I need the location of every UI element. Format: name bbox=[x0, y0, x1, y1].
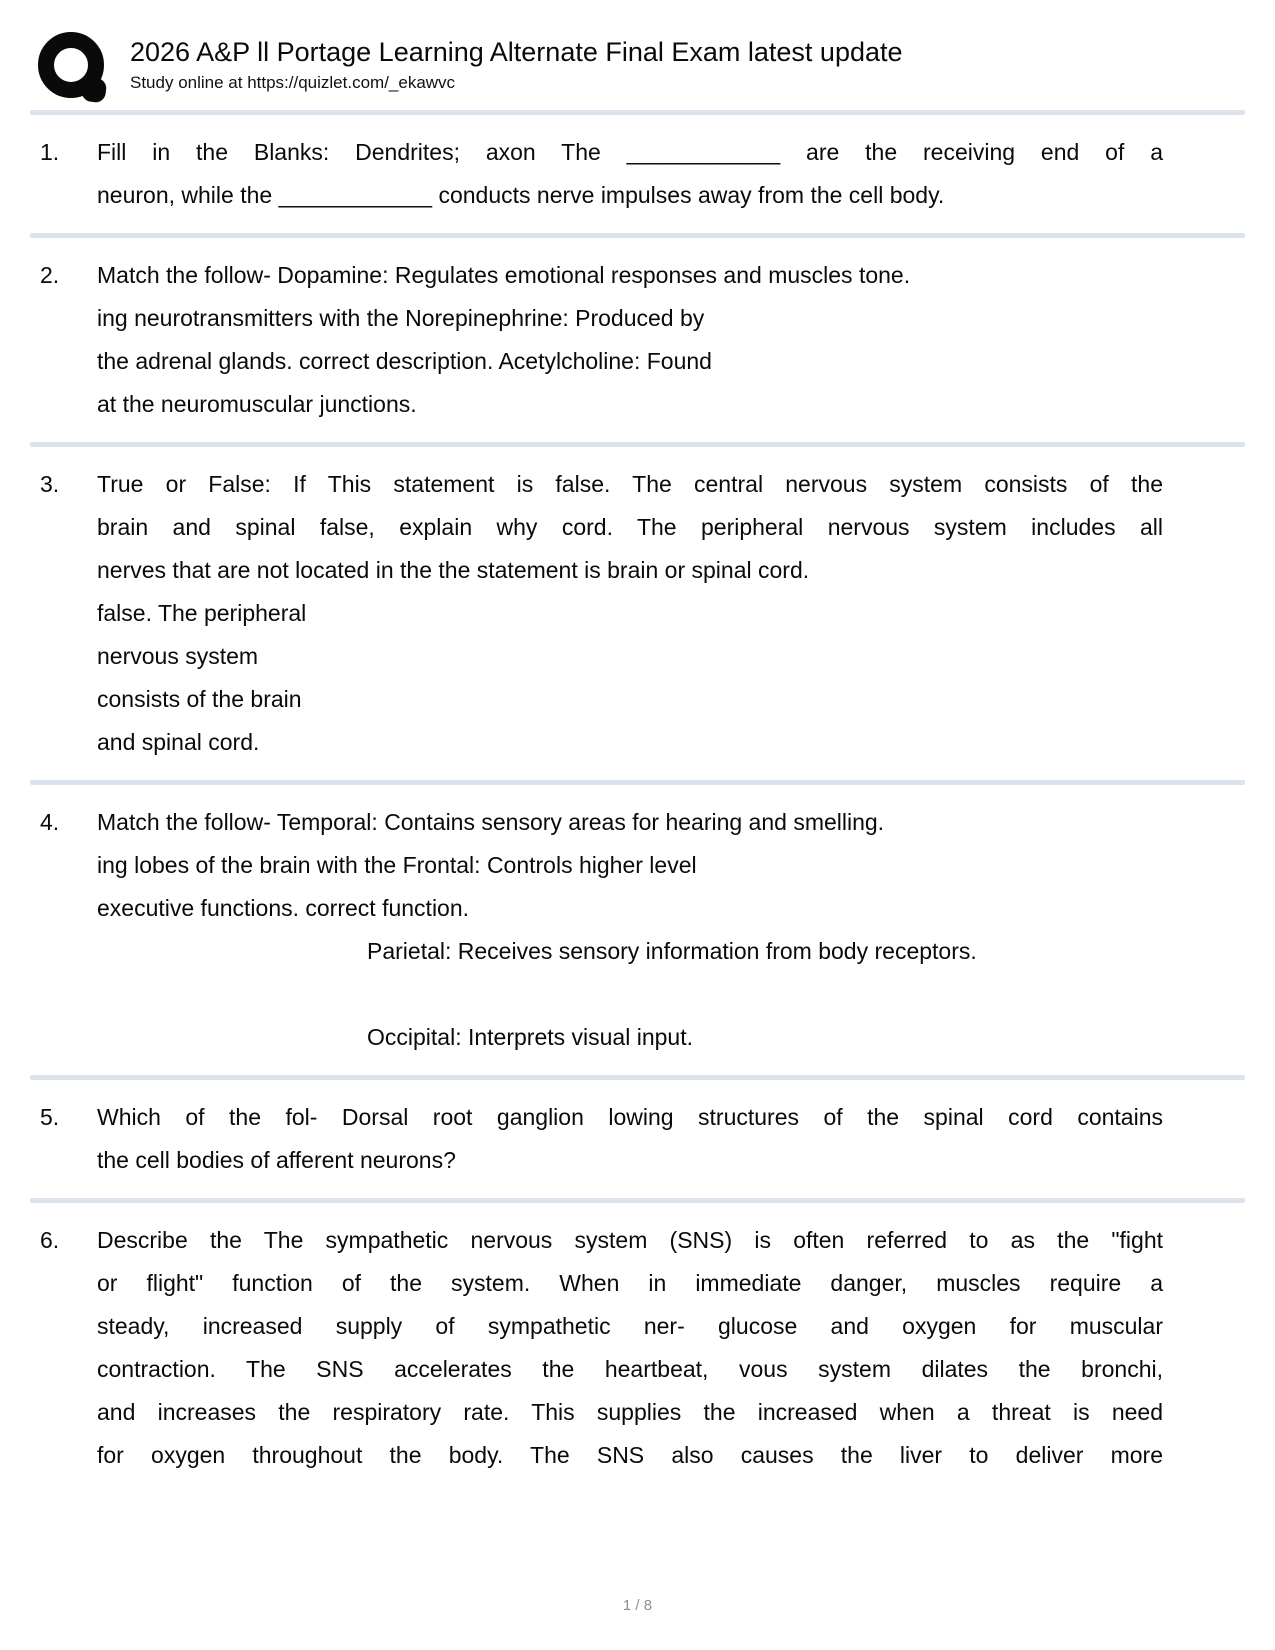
question-line: and increases the respiratory rate. This supplies the increased when a threat is need bbox=[97, 1399, 1163, 1425]
question-line: steady, increased supply of sympathetic ner- glucose and oxygen for muscular bbox=[97, 1313, 1163, 1339]
page-subtitle: Study online at https://quizlet.com/_ekawvc bbox=[130, 73, 456, 92]
question-body bbox=[97, 463, 1163, 764]
question-line: contraction. The SNS accelerates the heartbeat, vous system dilates the bronchi, bbox=[97, 1356, 1163, 1382]
question-line: Match the follow- Temporal: Contains sensory areas for hearing and smelling. bbox=[97, 809, 885, 835]
page-title: 2026 A&P ll Portage Learning Alternate Final Exam latest update bbox=[130, 37, 903, 67]
page-footer bbox=[0, 1577, 1275, 1650]
question-line: Describe the The sympathetic nervous system (SNS) is often referred to as the "fight bbox=[97, 1227, 1163, 1253]
question-line: executive functions. correct function. bbox=[97, 895, 470, 921]
question-body bbox=[97, 254, 1163, 426]
question-line: brain and spinal false, explain why cord. The peripheral nervous system includes all bbox=[97, 514, 1163, 540]
question-line bbox=[97, 973, 1163, 1016]
question-number: 5. bbox=[40, 1104, 60, 1130]
question-body bbox=[97, 1219, 1163, 1477]
question-line: the adrenal glands. correct description. Acetylcholine: Found bbox=[97, 348, 712, 374]
header-text bbox=[130, 32, 903, 96]
questions-list bbox=[0, 110, 1275, 1493]
question-row bbox=[0, 785, 1275, 1075]
question-body bbox=[97, 1096, 1163, 1182]
question-line: Fill in the Blanks: Dendrites; axon The ____________ are the receiving end of a bbox=[97, 139, 1163, 165]
question-line: True or False: If This statement is false. The central nervous system consists of the bbox=[97, 471, 1163, 497]
quizlet-logo-tail bbox=[80, 76, 107, 103]
question-row bbox=[0, 115, 1275, 233]
question-line: ing lobes of the brain with the Frontal: Controls higher level bbox=[97, 852, 697, 878]
question-row bbox=[0, 1080, 1275, 1198]
question-number: 1. bbox=[40, 139, 60, 165]
question-line: for oxygen throughout the body. The SNS also causes the liver to deliver more bbox=[97, 1442, 1163, 1468]
question-line: Which of the fol- Dorsal root ganglion lowing structures of the spinal cord contains bbox=[97, 1104, 1163, 1130]
page-number: 1 / 8 bbox=[622, 1597, 653, 1614]
question-row bbox=[0, 238, 1275, 442]
question-number: 3. bbox=[40, 471, 60, 497]
question-line: nerves that are not located in the the statement is brain or spinal cord. bbox=[97, 557, 810, 583]
question-number: 2. bbox=[40, 262, 60, 288]
question-line: Parietal: Receives sensory information from body receptors. bbox=[367, 938, 977, 964]
quizlet-logo-icon bbox=[38, 32, 104, 98]
question-line: Match the follow- Dopamine: Regulates emotional responses and muscles tone. bbox=[97, 262, 911, 288]
question-line: neuron, while the ____________ conducts nerve impulses away from the cell body. bbox=[97, 182, 945, 208]
question-line: and spinal cord. bbox=[97, 729, 260, 755]
question-body bbox=[97, 131, 1163, 217]
question-line: or flight" function of the system. When in immediate danger, muscles require a bbox=[97, 1270, 1163, 1296]
question-line: ing neurotransmitters with the Norepinephrine: Produced by bbox=[97, 305, 705, 331]
question-line: at the neuromuscular junctions. bbox=[97, 391, 417, 417]
question-row bbox=[0, 1203, 1275, 1493]
question-body bbox=[97, 801, 1163, 1059]
question-line: the cell bodies of afferent neurons? bbox=[97, 1147, 456, 1173]
document-header bbox=[0, 0, 1275, 110]
question-number: 4. bbox=[40, 809, 60, 835]
question-row bbox=[0, 447, 1275, 780]
question-line: false. The peripheral bbox=[97, 600, 307, 626]
question-line: nervous system bbox=[97, 643, 259, 669]
question-number: 6. bbox=[40, 1227, 60, 1253]
question-line: consists of the brain bbox=[97, 686, 302, 712]
question-line: Occipital: Interprets visual input. bbox=[367, 1024, 693, 1050]
